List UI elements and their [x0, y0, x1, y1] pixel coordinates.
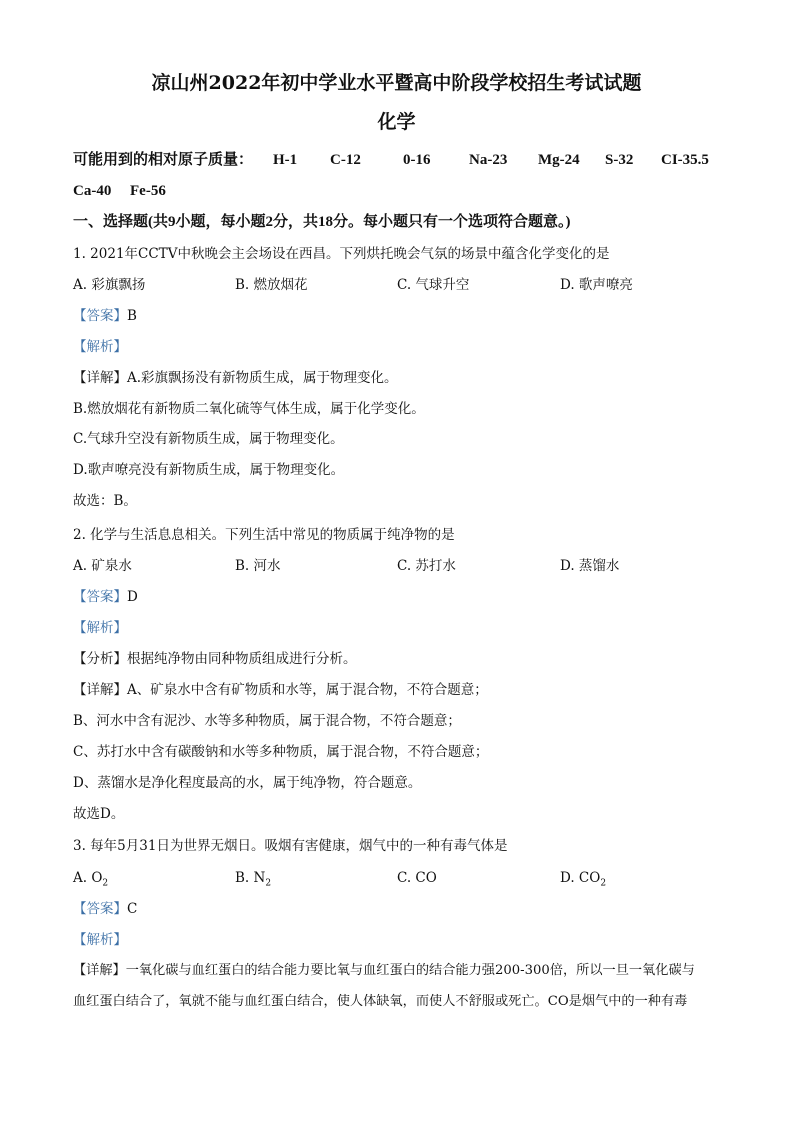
mass: S-32 [605, 152, 634, 168]
mass: Mg-24 [538, 152, 580, 168]
option-text: C. CO [397, 870, 437, 886]
option-a: A. 彩旗飘扬 [73, 277, 146, 293]
answer-label: 【答案】 [73, 589, 127, 605]
option-c [397, 869, 437, 887]
mass: CI-35.5 [661, 152, 709, 168]
detail-text: 一氧化碳与血红蛋白的结合能力要比氧与血红蛋白的结合能力强200-300倍，所以一旦一氧化碳与 [125, 963, 695, 978]
conclusion: 故选：B。 [73, 493, 137, 509]
question-3-stem: 3. 每年5月31日为世界无烟日。吸烟有害健康，烟气中的一种有毒气体是 [73, 838, 508, 854]
option-d: D. 蒸馏水 [560, 558, 620, 574]
detail-line: C、苏打水中含有碳酸钠和水等多种物质，属于混合物，不符合题意； [73, 744, 489, 760]
detail-label: 【详解】 [73, 963, 126, 978]
option-a [73, 869, 108, 893]
detail-text: A、矿泉水中含有矿物质和水等，属于混合物，不符合题意； [127, 682, 488, 698]
answer-value: B [127, 308, 137, 324]
mass: Ca-40 [73, 183, 112, 199]
section-heading: 一、选择题(共9小题，每小题2分，共18分。每小题只有一个选项符合题意。) [73, 214, 571, 230]
answer-value: C [127, 901, 138, 917]
option-b [235, 869, 271, 893]
detail-line: 血红蛋白结合了，氧就不能与血红蛋白结合，使人体缺氧，而使人不舒服或死亡。CO是烟气中的一种有毒 [73, 994, 688, 1009]
detail-line [73, 681, 488, 699]
answer-label: 【答案】 [73, 901, 127, 917]
fenxi-line [73, 650, 357, 668]
analysis-label: 【解析】 [73, 932, 127, 948]
subscript: 2 [265, 878, 272, 889]
detail-text: A.彩旗飘扬没有新物质生成，属于物理变化。 [127, 370, 398, 386]
option-c: C. 苏打水 [397, 558, 456, 574]
detail-line [73, 962, 695, 980]
option-d [560, 869, 606, 893]
atomic-masses [73, 151, 709, 169]
mass: 0-16 [403, 152, 431, 168]
subject-title: 化学 [377, 111, 416, 133]
option-c: C. 气球升空 [397, 277, 470, 293]
option-a: A. 矿泉水 [73, 558, 132, 574]
answer-line [73, 588, 138, 606]
detail-line [73, 369, 398, 387]
detail-label: 【详解】 [73, 682, 127, 698]
detail-line: B.燃放烟花有新物质二氧化硫等气体生成，属于化学变化。 [73, 401, 425, 417]
conclusion: 故选D。 [73, 806, 125, 822]
answer-label: 【答案】 [73, 308, 127, 324]
mass: Na-23 [469, 152, 508, 168]
option-text: D. CO [560, 870, 601, 886]
answer-line [73, 900, 137, 918]
subscript: 2 [102, 878, 109, 889]
answer-value: D [127, 589, 138, 605]
detail-line: D.歌声嘹亮没有新物质生成，属于物理变化。 [73, 462, 345, 478]
analysis-label: 【解析】 [73, 620, 127, 636]
mass: H-1 [273, 152, 298, 168]
page-title: 凉山州2022年初中学业水平暨高中阶段学校招生考试试题 [151, 72, 642, 94]
mass: Fe-56 [130, 183, 166, 199]
subscript: 2 [600, 878, 607, 889]
question-2-stem: 2. 化学与生活息息相关。下列生活中常见的物质属于纯净物的是 [73, 527, 455, 543]
mass: C-12 [330, 152, 361, 168]
detail-line: D、蒸馏水是净化程度最高的水，属于纯净物，符合题意。 [73, 775, 422, 791]
answer-line [73, 307, 137, 325]
detail-label: 【详解】 [73, 370, 127, 386]
option-b: B. 燃放烟花 [235, 277, 308, 293]
masses-label: 可能用到的相对原子质量： [73, 152, 254, 168]
fenxi-text: 根据纯净物由同种物质组成进行分析。 [127, 651, 357, 667]
question-1-stem: 1. 2021年CCTV中秋晚会主会场设在西昌。下列烘托晚会气氛的场景中蕴含化学变化的是 [73, 246, 610, 262]
atomic-masses-2 [73, 182, 166, 200]
detail-line: B、河水中含有泥沙、水等多种物质，属于混合物，不符合题意； [73, 713, 461, 729]
option-text: A. O [73, 870, 103, 886]
option-b: B. 河水 [235, 558, 281, 574]
fenxi-label: 【分析】 [73, 651, 127, 667]
analysis-label: 【解析】 [73, 339, 127, 355]
option-text: B. N [235, 870, 266, 886]
detail-line: C.气球升空没有新物质生成，属于物理变化。 [73, 431, 344, 447]
option-d: D. 歌声嘹亮 [560, 277, 633, 293]
